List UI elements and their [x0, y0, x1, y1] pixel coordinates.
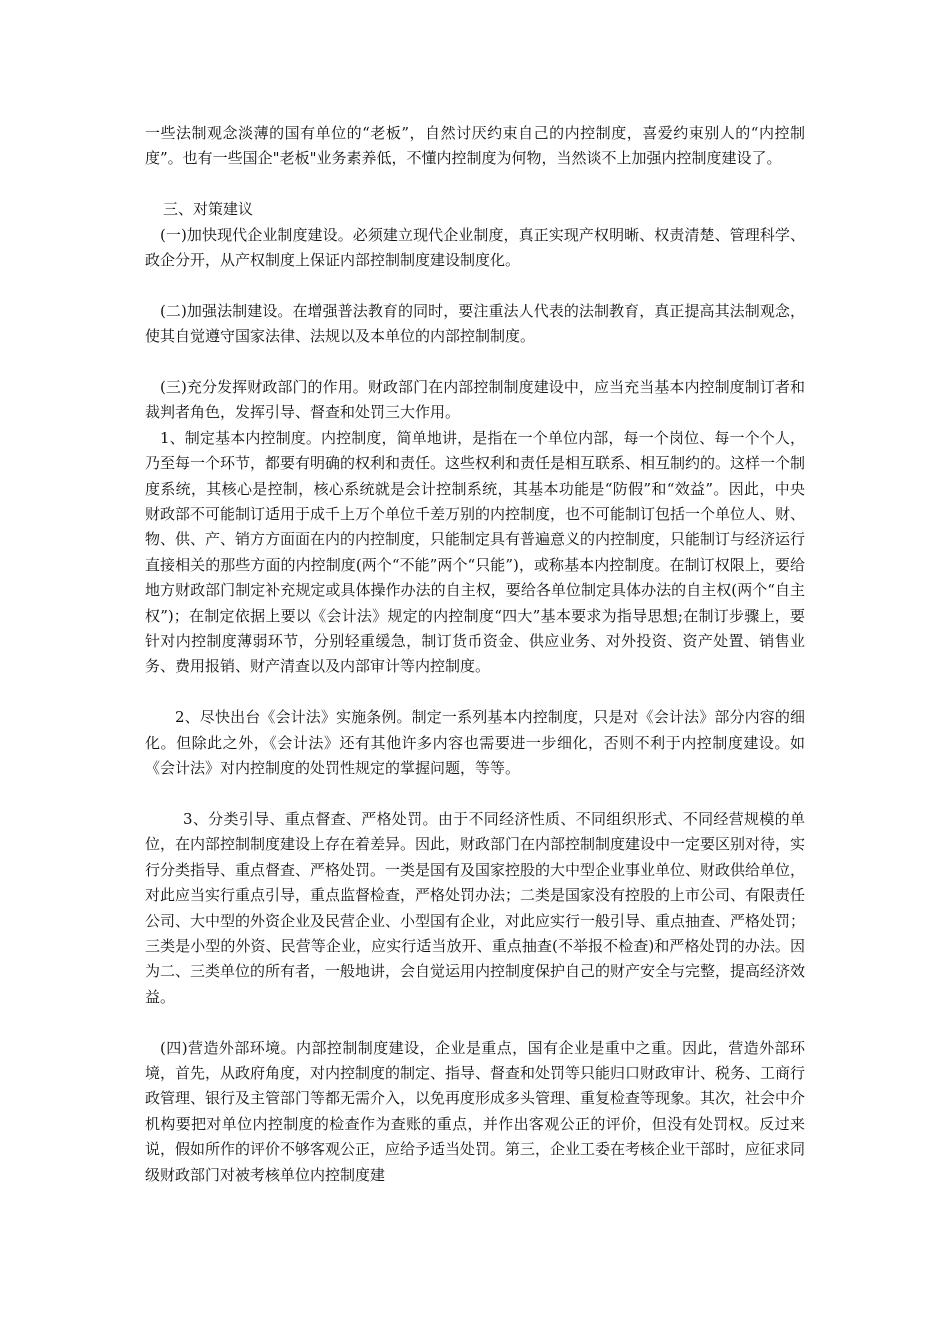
paragraph-gap: [145, 273, 805, 298]
paragraph-subitem-3: 3、分类引导、重点督查、严格处罚。由于不同经济性质、不同组织形式、不同经营规模的单位，在内部控制制度建设上存在着差异。因此，财政部门在内部控制制度建设中一定要区别对待，实行分类指导、重点督查、严格处罚。一类是国有及国家控股的大中型企业事业单位、财政供给单位，对此应当实行重点引导，重点监督检查，严格处罚办法；二类是国家没有控股的上市公司、有限责任公司、大中型的外资企业及民营企业、小型国有企业，对此应实行一般引导、重点抽查、严格处罚；三类是小型的外资、民营等企业，应实行适当放开、重点抽查(不举报不检查)和严格处罚的办法。因为二、三类单位的所有者，一般地讲，会自觉运用内控制度保护自己的财产安全与完整，提高经济效益。: [145, 809, 806, 1006]
paragraph-item-3: (三)充分发挥财政部门的作用。财政部门在内部控制制度建设中，应当充当基本内控制度制订者和裁判者角色，发挥引导、督查和处罚三大作用。: [145, 378, 805, 422]
paragraph-item-4: (四)营造外部环境。内部控制制度建设，企业是重点，国有企业是重中之重。因此，营造外部环境，首先，从政府角度，对内控制度的制定、指导、督查和处罚等只能归口财政审计、税务、工商行政管理、银行及主管部门等都无需介入，以免再度形成多头管理、重复检查等现象。其次，社会中介机构要把对单位内控制度的检查作为查账的重点，并作出客观公正的评价，但没有处罚权。反过来说，假如所作的评价不够客观公正，应给予适当处罚。第三，企业工委在考核企业干部时，应征求同级财政部门对被考核单位内控制度建: [145, 1038, 806, 1184]
paragraph-item-1: (一)加快现代企业制度建设。必须建立现代企业制度，真正实现产权明晰、权责清楚、管理科学、政企分开，从产权制度上保证内部控制制度建设制度化。: [145, 225, 805, 270]
document-page: [145, 121, 805, 1188]
paragraph-gap: [145, 1010, 805, 1035]
paragraph-intro: 一些法制观念淡薄的国有单位的“老板”，自然讨厌约束自己的内控制度，喜爱约束别人的“内控制度”。也有一些国企"老板"业务素养低，不懂内控制度为何物，当然谈不上加强内控制度建设了。: [145, 124, 805, 168]
paragraph-subitem-1: 1、制定基本内控制度。内控制度，简单地讲，是指在一个单位内部，每一个岗位、每一个个人，乃至每一个环节，都要有明确的权利和责任。这些权利和责任是相互联系、相互制约的。这样一个制度系统，其核心是控制，核心系统就是会计控制系统，其基本功能是“防假”和“效益”。因此，中央财政部不可能制订适用于成千上万个单位千差万别的内控制度，也不可能制订包括一个单位人、财、物、供、产、销方方面面在内的内控制度，只能制定具有普遍意义的内控制度，只能制订与经济运行直接相关的那些方面的内控制度(两个“不能”两个“只能”)，或称基本内控制度。在制订权限上，要给地方财政部门制定补充规定或具体操作办法的自主权，要给各单位制定具体办法的自主权(两个“自主权”)；在制定依据上要以《会计法》规定的内控制度“四大”基本要求为指导思想;在制订步骤上，要针对内控制度薄弱环节，分别轻重缓急，制订货币资金、供应业务、对外投资、资产处置、销售业务、费用报销、财产清查以及内部审计等内控制度。: [145, 428, 806, 676]
paragraph-subitem-2: 2、尽快出台《会计法》实施条例。制定一系列基本内控制度，只是对《会计法》部分内容的细化。但除此之外，《会计法》还有其他许多内容也需要进一步细化，否则不利于内控制度建设。如《会计法》对内控制度的处罚性规定的掌握问题，等等。: [145, 708, 805, 778]
paragraph-item-2: (二)加强法制建设。在增强普法教育的同时，要注重法人代表的法制教育，真正提高其法制观念，使其自觉遵守国家法律、法规以及本单位的内部控制制度。: [145, 301, 805, 346]
paragraph-gap: [145, 172, 805, 197]
paragraph-gap: [145, 350, 805, 375]
paragraph-gap: [145, 782, 805, 807]
paragraph-gap: [145, 680, 805, 705]
section-heading: 三、对策建议: [163, 200, 254, 219]
